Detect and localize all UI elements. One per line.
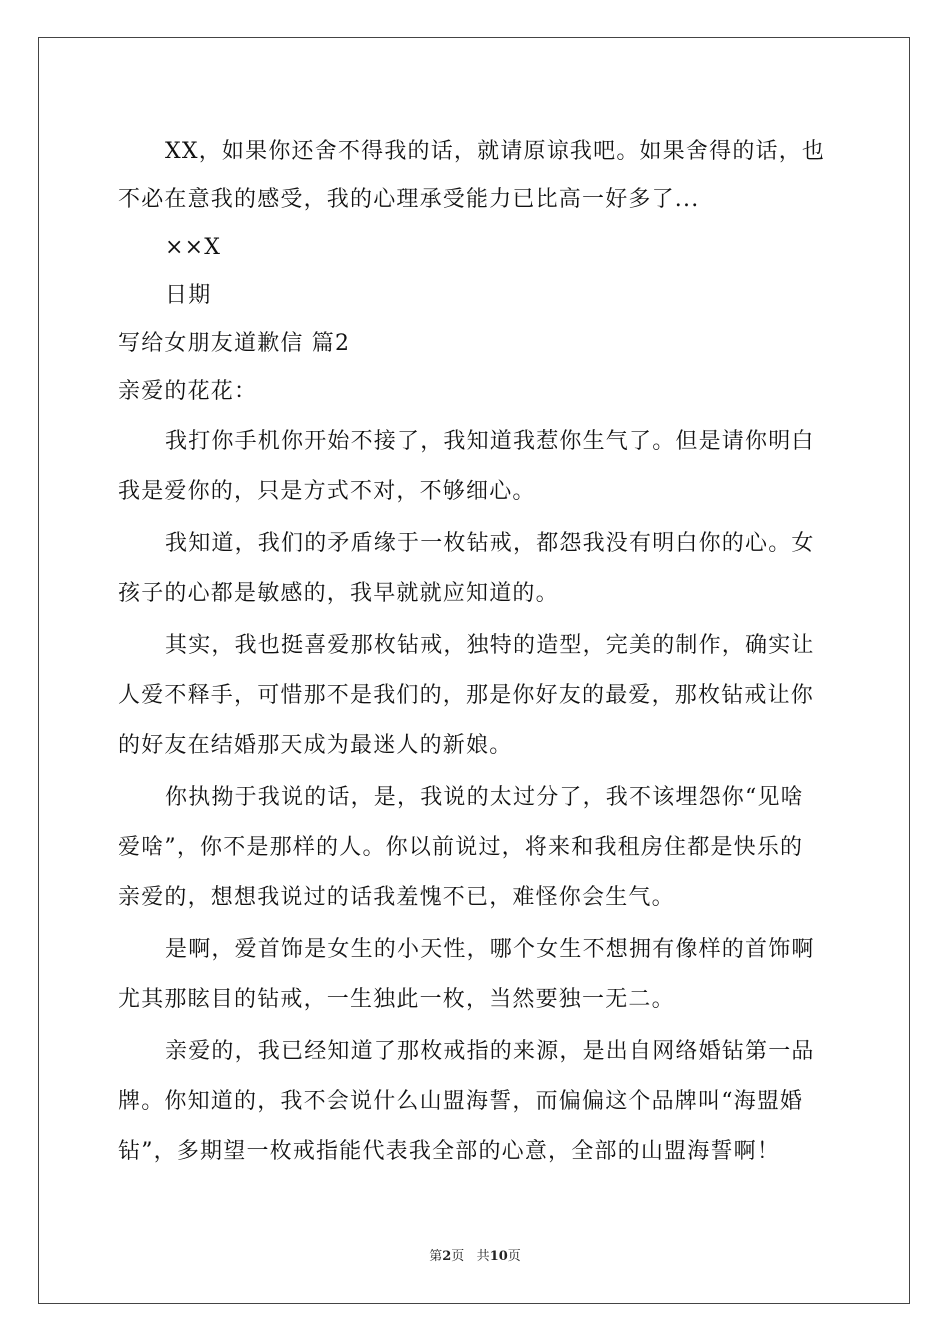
page-footer: [0, 1245, 950, 1264]
paragraph-line: 我是爱你的，只是方式不对，不够细心。: [118, 479, 536, 504]
signature-date: 日期: [165, 283, 212, 308]
paragraph-line: 爱啥”，你不是那样的人。你以前说过，将来和我租房住都是快乐的: [118, 835, 804, 860]
paragraph-line: 你执拗于我说的话，是，我说的太过分了，我不该埋怨你“见啥: [165, 785, 804, 810]
total-pages: 10: [489, 1249, 508, 1264]
salutation: 亲爱的花花：: [118, 379, 258, 404]
paragraph-line: 亲爱的，我已经知道了那枚戒指的来源，是出自网络婚钻第一品: [165, 1039, 815, 1064]
total-label-prefix: 共: [476, 1249, 490, 1264]
total-label-suffix: 页: [507, 1249, 521, 1264]
page-label-suffix: 页: [451, 1249, 465, 1264]
section-title: 写给女朋友道歉信 篇2: [118, 331, 351, 356]
paragraph-line: 人爱不释手，可惜那不是我们的，那是你好友的最爱，那枚钻戒让你: [118, 683, 815, 708]
paragraph-line: 孩子的心都是敏感的，我早就就应知道的。: [118, 581, 559, 606]
paragraph-line: XX，如果你还舍不得我的话，就请原谅我吧。如果舍得的话，也: [165, 139, 826, 164]
paragraph-line: 牌。你知道的，我不会说什么山盟海誓，而偏偏这个品牌叫“海盟婚: [118, 1089, 804, 1114]
paragraph-line: 我打你手机你开始不接了，我知道我惹你生气了。但是请你明白: [165, 429, 815, 454]
paragraph-line: 钻”，多期望一枚戒指能代表我全部的心意，全部的山盟海誓啊！: [118, 1139, 781, 1164]
paragraph-line: 的好友在结婚那天成为最迷人的新娘。: [118, 733, 513, 758]
paragraph-line: 其实，我也挺喜爱那枚钻戒，独特的造型，完美的制作，确实让: [165, 633, 815, 658]
paragraph-line: 不必在意我的感受，我的心理承受能力已比高一好多了...: [118, 187, 700, 212]
paragraph-line: 亲爱的，想想我说过的话我羞愧不已，难怪你会生气。: [118, 885, 675, 910]
page-number: 2: [442, 1249, 452, 1264]
paragraph-line: 尤其那眩目的钻戒，一生独此一枚，当然要独一无二。: [118, 987, 675, 1012]
signature-name: ××X: [165, 235, 222, 260]
paragraph-line: 我知道，我们的矛盾缘于一枚钻戒，都怨我没有明白你的心。女: [165, 531, 815, 556]
page-label-prefix: 第: [429, 1249, 443, 1264]
paragraph-line: 是啊，爱首饰是女生的小天性，哪个女生不想拥有像样的首饰啊: [165, 937, 815, 962]
